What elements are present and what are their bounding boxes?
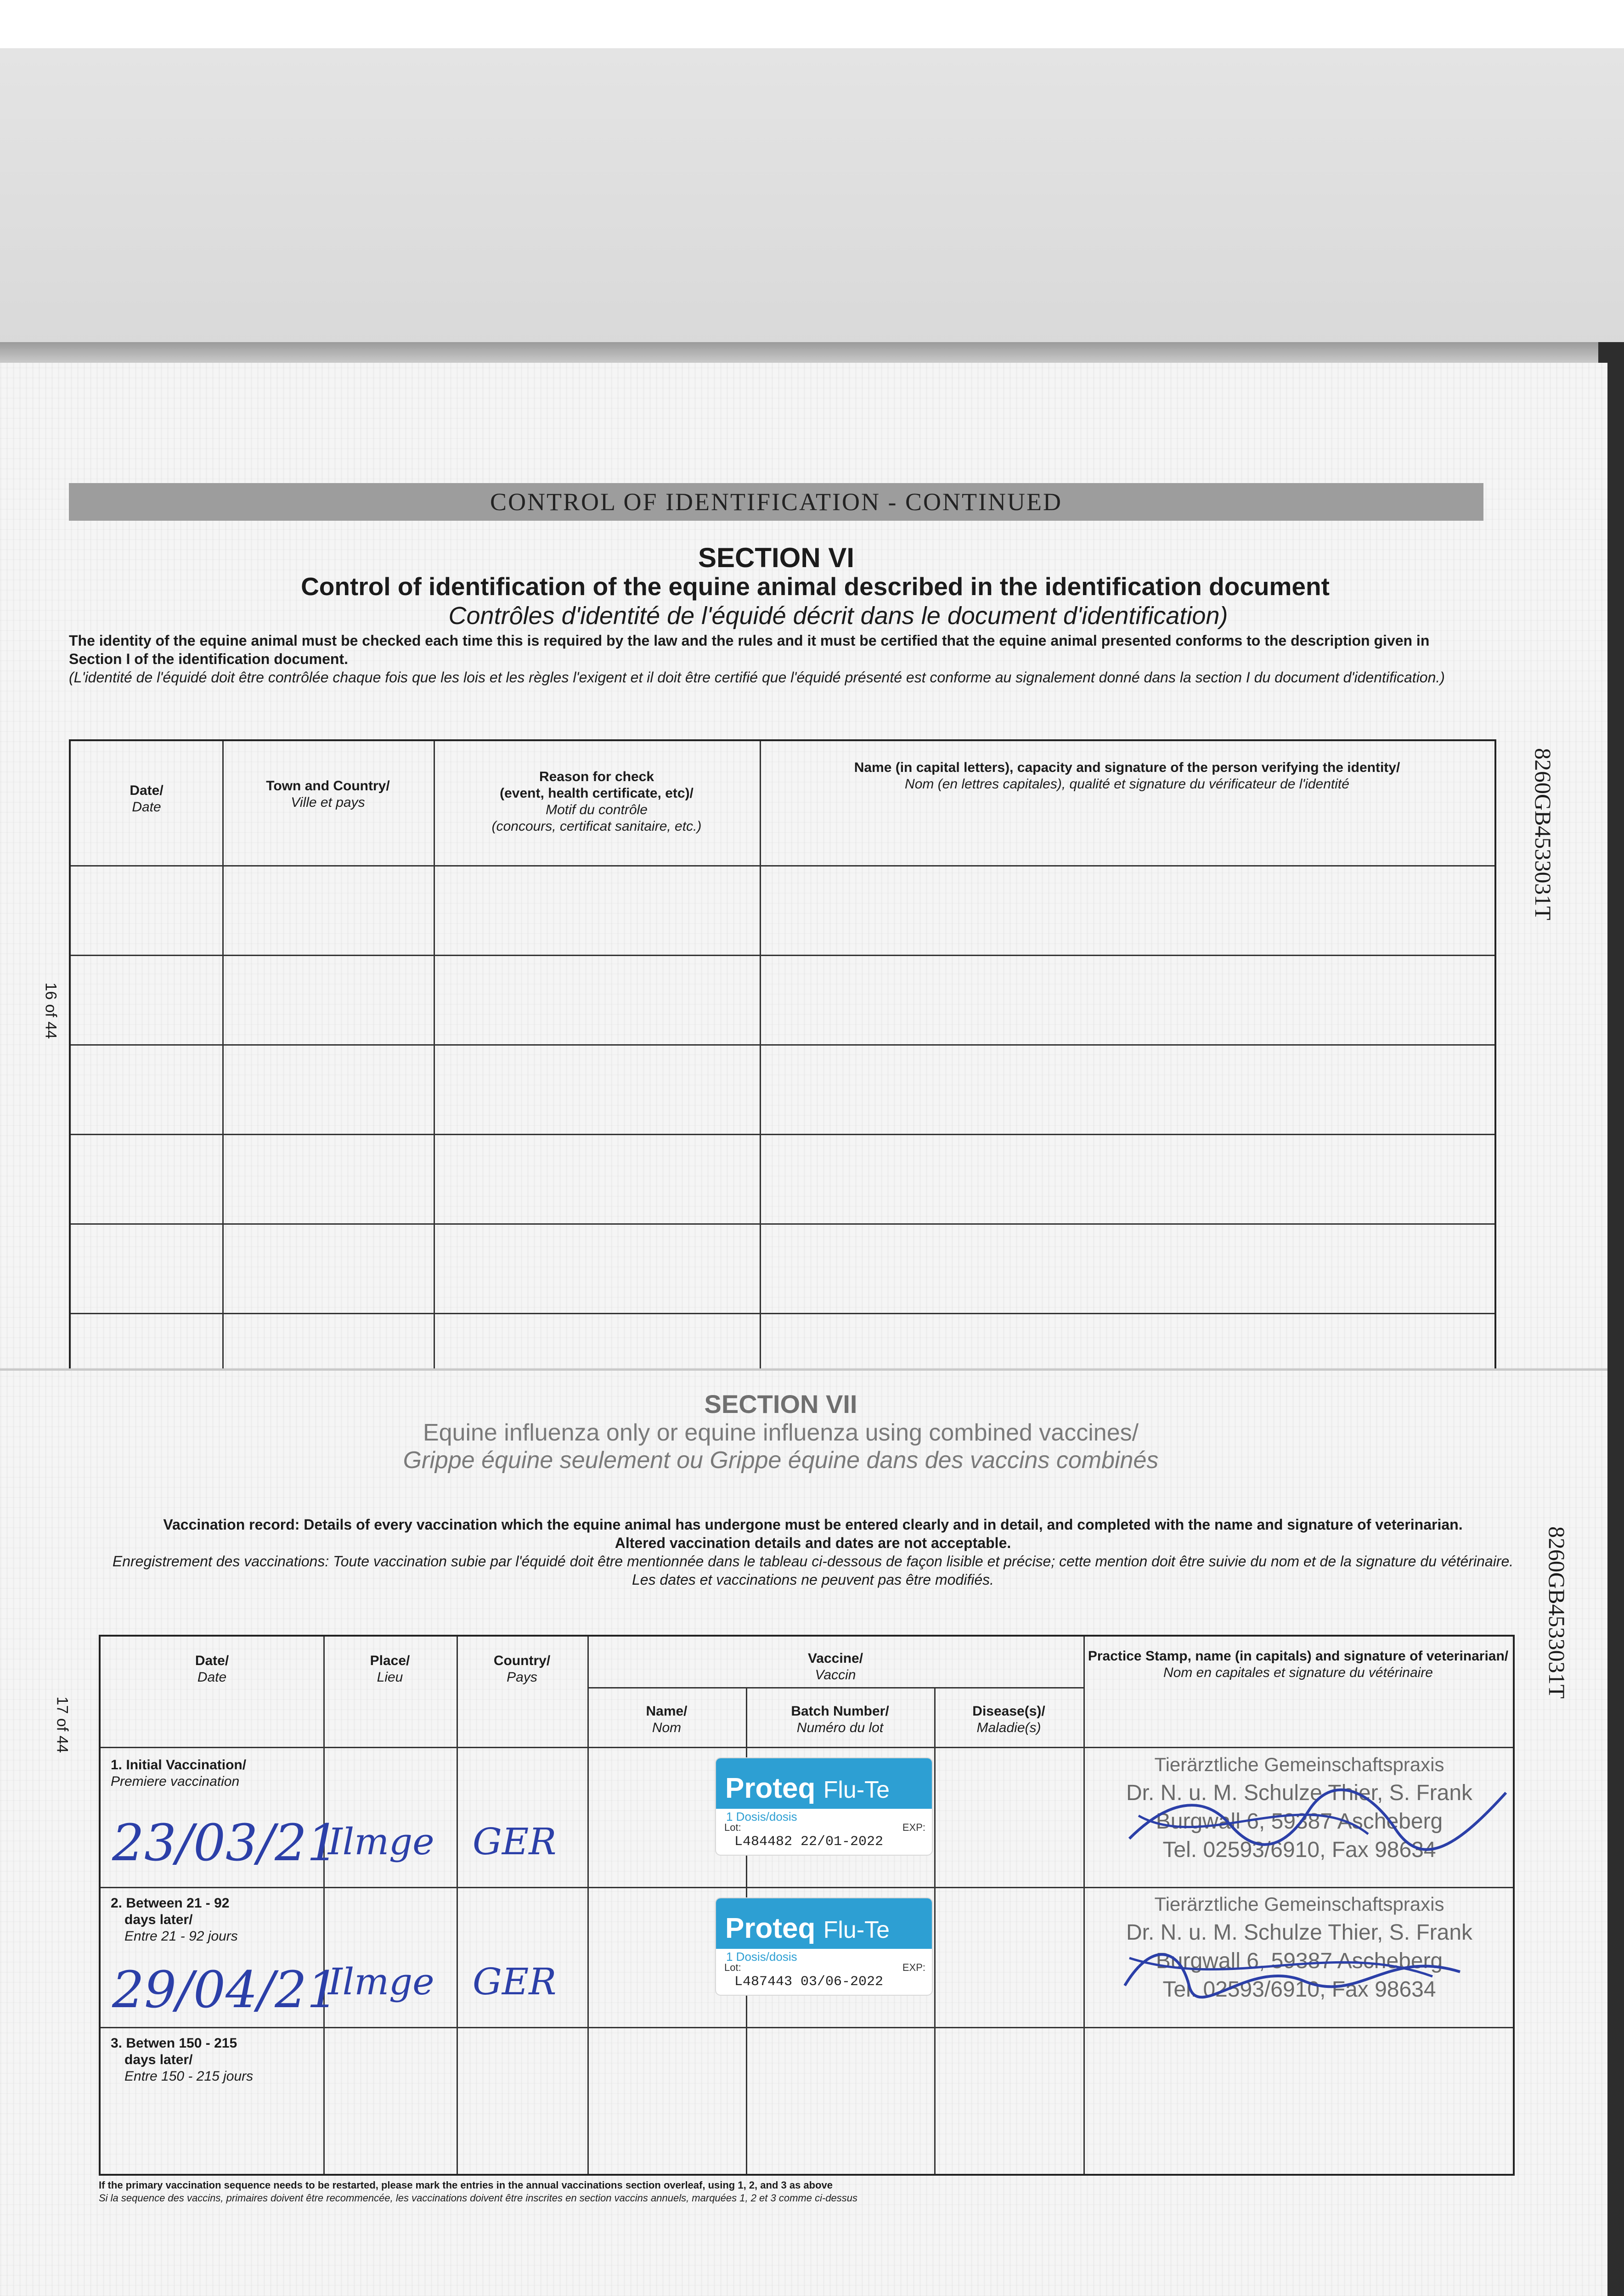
vaccination-table [99, 1635, 1515, 2176]
section-vii-subtitle-en: Equine influenza only or equine influenza using combined vaccines/ [423, 1419, 1139, 1446]
row-1-signature [1111, 1774, 1515, 1866]
row-2-signature [1111, 1930, 1515, 2004]
row-2-vaccine-sticker: Proteq Flu-Te 1 Dosis/dosis Lot: EXP: L487443 03/06-2022 [716, 1898, 932, 1995]
scanner-background [0, 48, 1624, 347]
col-date-header: Date/ Date [195, 1653, 229, 1685]
col-reason-header: Reason for check (event, health certificate, etc)/ Motif du contrôle (concours, certificat sanitaire, etc.) [491, 769, 702, 834]
section-title: SECTION VI [698, 542, 855, 573]
row-2-country-handwritten: GER [473, 1960, 557, 2003]
page-number-17: 17 of 44 [53, 1696, 71, 1753]
section-vii-subtitle-fr: Grippe équine seulement ou Grippe équine dans des vaccins combinés [403, 1447, 1159, 1474]
col-town-header: Town and Country/ Ville et pays [266, 778, 390, 810]
col-date-header: Date/ Date [130, 783, 164, 815]
instruction-en: The identity of the equine animal must be checked each time this is required by the law and the rules and it must be certified that the equine animal presented conforms to the description given in Section I of the identification document. [69, 632, 1430, 667]
row-2-practice-stamp: Tierärztliche Gemeinschaftspraxis Dr. N. u. M. Schulze Thier, S. Frank Burgwall 6, 59387 Ascheberg Tel. 02593/6910, Fax 98634 [1126, 1893, 1473, 2002]
row-2-label: 2. Between 21 - 92 days later/ Entre 21 - 92 jours [111, 1896, 238, 1944]
identification-check-table [69, 739, 1496, 1371]
row-1-label: 1. Initial Vaccination/ Premiere vaccination [111, 1757, 247, 1789]
scanner-lid [0, 0, 1624, 48]
page-16 [0, 363, 1607, 1371]
document-id-top: 8260GB4533031T [1530, 748, 1556, 920]
col-verifier-header: Name (in capital letters), capacity and signature of the person verifying the identity/ Nom (en lettres capitales), qualité et signature du vérificateur de l'identité [854, 760, 1400, 792]
header-band-text: CONTROL OF IDENTIFICATION - CONTINUED [490, 488, 1062, 516]
col-vaccine-header: Vaccine/ Vaccin [807, 1651, 863, 1683]
col-place-header: Place/ Lieu [370, 1653, 410, 1685]
row-2-place-handwritten: Ilmge [328, 1960, 434, 2003]
row-1-practice-stamp: Tierärztliche Gemeinschaftspraxis Dr. N. u. M. Schulze Thier, S. Frank Burgwall 6, 59387 Ascheberg Tel. 02593/6910, Fax 98634 [1126, 1754, 1473, 1862]
row-1-date-handwritten: 23/03/21 [112, 1813, 339, 1872]
footnote: If the primary vaccination sequence needs to be restarted, please mark the entries in the annual vaccinations section overleaf, using 1, 2, and 3 as above Si la sequence des vaccins, primaires doivent être recommencée, les vaccinations doivent être inscrites en section vaccins annuels, marquées 1, 2 et 3 comme ci-dessus [99, 2179, 858, 2204]
col-country-header: Country/ Pays [493, 1653, 551, 1685]
section-title-vii: SECTION VII [704, 1390, 857, 1418]
row-1-place-handwritten: Ilmge [328, 1820, 434, 1863]
col-vaccine-name-header: Name/ Nom [646, 1704, 688, 1735]
section-subtitle-en: Control of identification of the equine animal described in the identification document [301, 572, 1330, 601]
col-stamp-header: Practice Stamp, name (in capitals) and signature of veterinarian/ Nom en capitales et signature du vétérinaire [1088, 1649, 1509, 1680]
vaccination-instruction-fr: Enregistrement des vaccinations: Toute vaccination subie par l'équidé doit être mentionnée dans le tableau ci-dessous de façon lisible et précise; cette mention doit être suivie du nom et de la signature du vétérinaire. Les dates et vaccinations ne peuvent pas être modifiés. [112, 1553, 1514, 1588]
row-2-date-handwritten: 29/04/21 [112, 1960, 339, 2019]
page-17 [0, 1371, 1607, 2296]
vaccination-instruction-en: Vaccination record: Details of every vaccination which the equine animal has undergone must be entered clearly and in detail, and completed with the name and signature of veterinarian. Altered vaccination details and dates are not acceptable. [163, 1516, 1463, 1551]
page-number-16: 16 of 44 [42, 982, 60, 1039]
document-id-bottom: 8260GB4533031T [1544, 1526, 1570, 1699]
row-1-country-handwritten: GER [473, 1820, 557, 1863]
col-batch-header: Batch Number/ Numéro du lot [791, 1704, 889, 1735]
section-subtitle-fr: Contrôles d'identité de l'équidé décrit dans le document d'identification) [448, 602, 1228, 630]
row-3-label: 3. Betwen 150 - 215 days later/ Entre 150 - 215 jours [111, 2036, 254, 2084]
instruction-fr: (L'identité de l'équidé doit être contrôlée chaque fois que les lois et les règles l'exigent et il doit être certifié que l'équidé présenté est conforme au signalement donné dans la section I du document d'identification.) [69, 669, 1445, 686]
book-edge [0, 342, 1624, 365]
row-1-vaccine-sticker: Proteq Flu-Te 1 Dosis/dosis Lot: EXP: L484482 22/01-2022 [716, 1758, 932, 1855]
col-disease-header: Disease(s)/ Maladie(s) [972, 1704, 1045, 1735]
